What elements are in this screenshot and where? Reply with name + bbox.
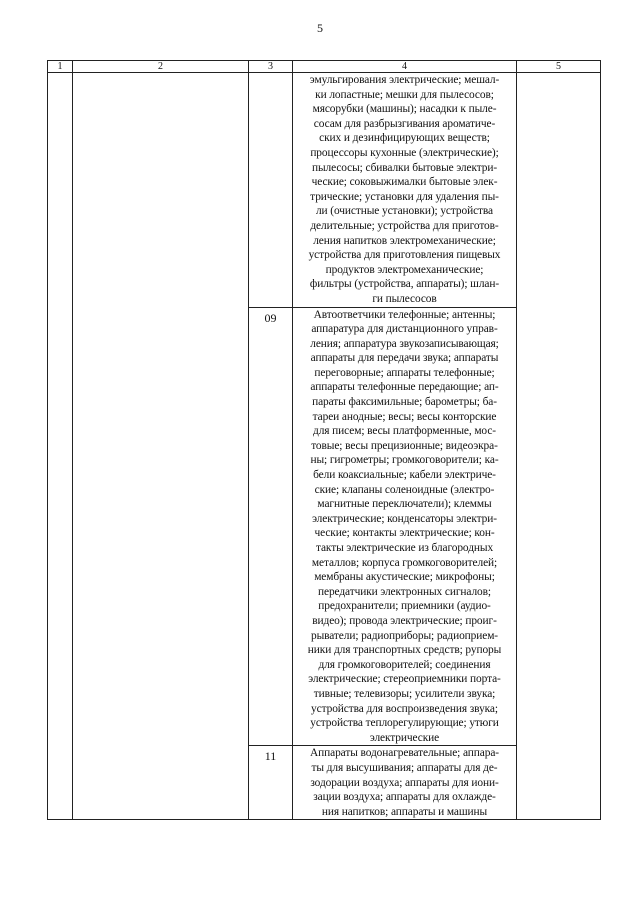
classification-table [47,60,601,820]
class-code-cell: 09 [249,307,293,746]
description-line: зодорации воздуха; аппараты для иони- [310,776,499,789]
description-line: ны; гигрометры; громкоговорители; ка- [310,454,499,467]
description-line: аппаратура для дистанционного управ- [311,323,498,336]
goods-description-cell [293,73,517,308]
description-line: процессоры кухонные (электрические); [310,146,499,159]
description-line: металлов; корпуса громкоговорителей; [311,556,498,569]
column-header: 1 [48,61,73,73]
table-cell-col5 [517,73,601,820]
goods-description-cell [293,746,517,820]
description-line: устройства для воспроизведения звука; [311,702,498,715]
description-line: тивные; телевизоры; усилители звука; [313,687,496,700]
description-line: ских и дезинфицирующих веществ; [319,132,490,145]
description-line: ческие; соковыжималки бытовые элек- [311,176,498,189]
description-line: эмульгирования электрические; мешал- [309,74,500,86]
description-line: для писем; весы платформенные, мос- [313,425,496,438]
description-line: мясорубки (машины); насадки к пыле- [312,103,497,116]
description-line: ники для транспортных средств; рупоры [307,644,502,657]
description-line: устройства для приготовления пищевых [308,249,501,262]
table-row [48,73,601,308]
description-line: видео); провода электрические; проиг- [312,614,497,627]
description-line: устройства теплорегулирующие; утюги [310,717,499,730]
description-line: продуктов электромеханические; [325,263,484,276]
table-cell-col1 [48,73,73,820]
description-line: трические; установки для удаления пы- [310,190,499,203]
description-line: аппараты для передачи звука; аппараты [310,352,499,365]
description-line: ческие; контакты электрические; кон- [314,527,495,540]
goods-description-cell [293,307,517,746]
description-line: магнитные переключатели); клеммы [317,498,492,511]
description-line: бели коаксиальные; кабели электриче- [313,469,496,482]
description-line: делительные; устройства для приготов- [310,219,499,232]
description-line: электрические; стереоприемники порта- [308,673,501,686]
description-line: фильтры (устройства, аппараты); шлан- [309,278,500,291]
description-line: предохранители; приемники (аудио- [318,600,491,613]
class-code-cell [249,73,293,308]
description-line: передатчики электронных сигналов; [318,585,491,598]
column-header: 2 [73,61,249,73]
description-line: ги пылесосов [372,292,437,305]
column-header: 4 [293,61,517,73]
table-header-row [48,61,601,73]
description-line: ские; клапаны соленоидные (электро- [314,483,495,496]
description-line: тареи анодные; весы; весы конторские [312,410,497,423]
description-line: ления напитков электромеханические; [313,234,496,247]
description-line: переговорные; аппараты телефонные; [314,366,495,379]
description-line: электрические [369,731,440,744]
description-line: Аппараты водонагревательные; аппара- [310,747,499,760]
description-line: товые; весы прецизионные; видеоэкра- [311,439,498,452]
table-cell-col2 [73,73,249,820]
description-line: для громкоговорителей; соединения [318,658,491,671]
description-line: ния напитков; аппараты и машины [321,805,488,818]
description-line: такты электрические из благородных [315,542,494,554]
description-line: электрические; конденсаторы электри- [312,512,497,525]
description-line: мембраны акустические; микрофоны; [314,571,495,584]
description-line: Автоответчики телефонные; антенны; [313,308,496,321]
column-header: 3 [249,61,293,73]
description-line: пылесосы; сбивалки бытовые электри- [311,161,498,174]
description-line: рыватели; радиоприборы; радиоприем- [310,629,499,642]
description-line: ли (очистные установки); устройства [315,205,494,218]
description-line: ки лопастные; мешки для пылесосов; [315,88,494,101]
description-line: ления; аппаратура звукозаписывающая; [310,337,499,350]
description-line: ты для высушивания; аппараты для де- [311,761,498,774]
description-line: сосам для разбрызгивания ароматиче- [313,117,496,130]
description-line: аппараты телефонные передающие; ап- [310,381,499,394]
class-code-cell: 11 [249,746,293,820]
description-line: параты факсимильные; барометры; ба- [312,396,497,409]
page-number: 5 [317,21,323,35]
column-header: 5 [517,61,601,73]
description-line: зации воздуха; аппараты для охлажде- [313,791,496,804]
